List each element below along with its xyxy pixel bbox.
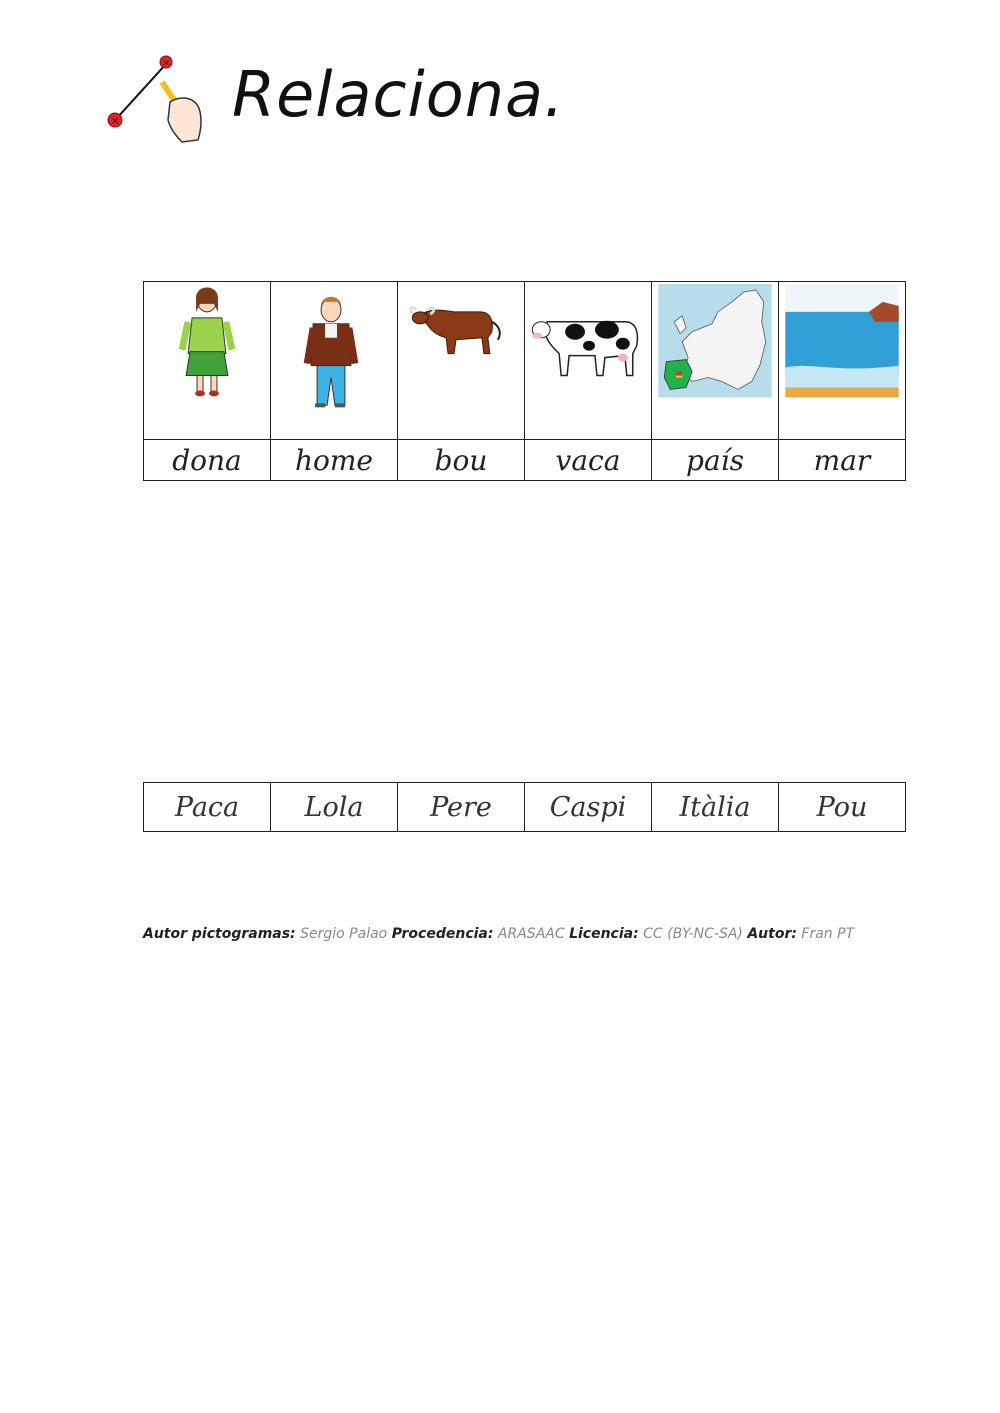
cow-icon — [525, 282, 651, 440]
page-title: Relaciona. — [232, 58, 565, 131]
word-label: home — [294, 443, 373, 477]
card-mar[interactable] — [778, 282, 905, 480]
card-vaca[interactable] — [524, 282, 651, 480]
draw-line-icon — [104, 50, 209, 150]
names-table — [143, 782, 906, 832]
credit-label: Procedencia: — [391, 926, 494, 942]
credit-value: Fran PT — [801, 926, 855, 942]
name-cell[interactable]: Pou — [778, 783, 905, 831]
europe-map-icon — [652, 282, 778, 440]
card-bou[interactable] — [397, 282, 524, 480]
man-icon — [271, 282, 397, 440]
name-cell[interactable]: Caspi — [524, 783, 651, 831]
credit-value: ARASAAC — [497, 926, 565, 942]
card-home[interactable] — [270, 282, 397, 480]
word-label: mar — [813, 443, 871, 477]
credit-label: Autor pictogramas: — [143, 926, 296, 942]
name-cell[interactable]: Paca — [174, 791, 240, 823]
card-dona[interactable] — [144, 282, 270, 480]
name-cell[interactable]: Lola — [270, 783, 397, 831]
credit-label: Autor: — [747, 926, 797, 942]
word-label: bou — [434, 443, 488, 477]
card-pais[interactable] — [651, 282, 778, 480]
woman-icon — [144, 282, 270, 440]
picture-word-table — [143, 281, 906, 481]
name-cell[interactable]: Pere — [397, 783, 524, 831]
name-cell[interactable]: Itàlia — [651, 783, 778, 831]
svg-text:×: × — [162, 58, 171, 69]
svg-text:×: × — [111, 116, 120, 127]
sea-icon — [779, 282, 905, 440]
word-label: vaca — [555, 443, 621, 477]
credit-label: Licencia: — [569, 926, 639, 942]
word-label: dona — [172, 443, 242, 477]
credit-value: Sergio Palao — [300, 926, 388, 942]
bull-icon — [398, 282, 524, 440]
word-label: país — [686, 443, 744, 477]
credits-line — [143, 926, 854, 942]
credit-value: CC (BY-NC-SA) — [643, 926, 743, 942]
